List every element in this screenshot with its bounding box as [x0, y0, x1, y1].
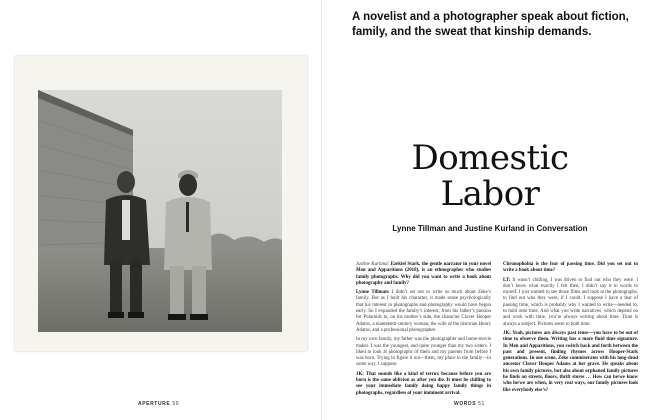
photo-illustration — [38, 90, 282, 332]
photo-mount — [15, 56, 307, 351]
left-page — [0, 0, 320, 420]
answer-text: I didn’t set out to write so much about Zeke’s family. But as I built his character, it made sense psychologically that his interest in photographs and photography would have begun early. So I expanded the family’s interest, from his father’s passion for Polaroids to, on his mother’s side, the character Clover Hooper Adams, a nineteenth-century woman, the wife of the historian Henry Adams, and a professional photographer. — [356, 290, 491, 333]
answer-text: In my own family, my father was the photographer and home-movie maker. I was the youngest, and quite younger than my two sisters. I liked to look at photographs of them and my parents from before I was born. Trying to figure it out—them, my place in the family—in some way, I suppose. — [356, 337, 491, 368]
question-text: That sounds like a kind of terror, because before you are born is the same oblivion as after you die. It must be chilling to see your immediate family doing happy family things in photographs, regardless of your imminent arrival. — [356, 371, 491, 396]
title-line-1: Domestic — [411, 138, 569, 178]
paragraph — [356, 337, 491, 368]
folio-right — [454, 401, 485, 407]
question-text: Yeah, pictures are always past tense—you have to be out of time to observe them. Writing has a more fluid time signature. In Men and Apparitions, you switch back and forth between the past and present, finding rhymes across Hooper-Stark generations. In one scene, Zeke commiserates with his long-dead ancestor Clover Hooper Adams at her grave. He speaks about his own family pictures, but also about orphaned family pictures he finds on streets, floors, thrift stores … How can he/we know who he/we are when, in very real ways, our family pictures look like everybody else’s? — [503, 330, 638, 393]
speaker-label: JK: — [503, 330, 511, 336]
paragraph — [503, 278, 638, 328]
folio-label: APERTURE — [138, 401, 171, 407]
article-subtitle: Lynne Tillman and Justine Kurland in Conversation — [392, 224, 588, 233]
deck-text: A novelist and a photographer speak about fiction, family, and the sweat that kinship demands. — [352, 11, 629, 38]
article-title — [360, 140, 620, 212]
folio-label: WORDS — [454, 401, 477, 407]
paragraph — [356, 290, 491, 334]
paragraph — [356, 262, 491, 287]
paragraph — [356, 372, 491, 397]
title-line-2: Labor — [440, 174, 540, 214]
speaker-label: LT: — [503, 277, 511, 283]
speaker-label: Justine Kurland: — [356, 262, 390, 267]
gutter — [321, 0, 322, 420]
question-text: Ezekiel Stark, the gentle narrator in your novel Men and Apparitions (2018), is an ethnographer who studies family photographs. Why did you want to write a book about photography and family? — [356, 262, 491, 286]
body-column-right — [503, 262, 638, 397]
paragraph — [503, 262, 638, 275]
answer-text: It wasn’t chilling, I was driven to find out who they were. I don’t know what exactly I felt then; I didn’t say it in words to myself. I just wanted to see those films and look at the photographs, to find out who they were, if I could. I suppose I have a fear of passing time, which is probably why I wanted to write—needed to, to hold onto time. And what you write narratives, which depend on and work with time, you’re always writing about time. Time is always a subject. Pictures seem to hold time. — [503, 277, 638, 327]
question-text: Chronophobia is the fear of passing time. Did you set out to write a book about time? — [503, 262, 638, 274]
speaker-label: JK: — [356, 371, 364, 377]
page-number: 51 — [478, 401, 485, 407]
paragraph — [503, 331, 638, 394]
page-number: 50 — [172, 401, 180, 407]
vintage-photograph — [38, 90, 282, 332]
speaker-label: Lynne Tillman: — [356, 290, 390, 296]
folio-left — [138, 401, 179, 407]
body-column-left — [356, 262, 491, 400]
